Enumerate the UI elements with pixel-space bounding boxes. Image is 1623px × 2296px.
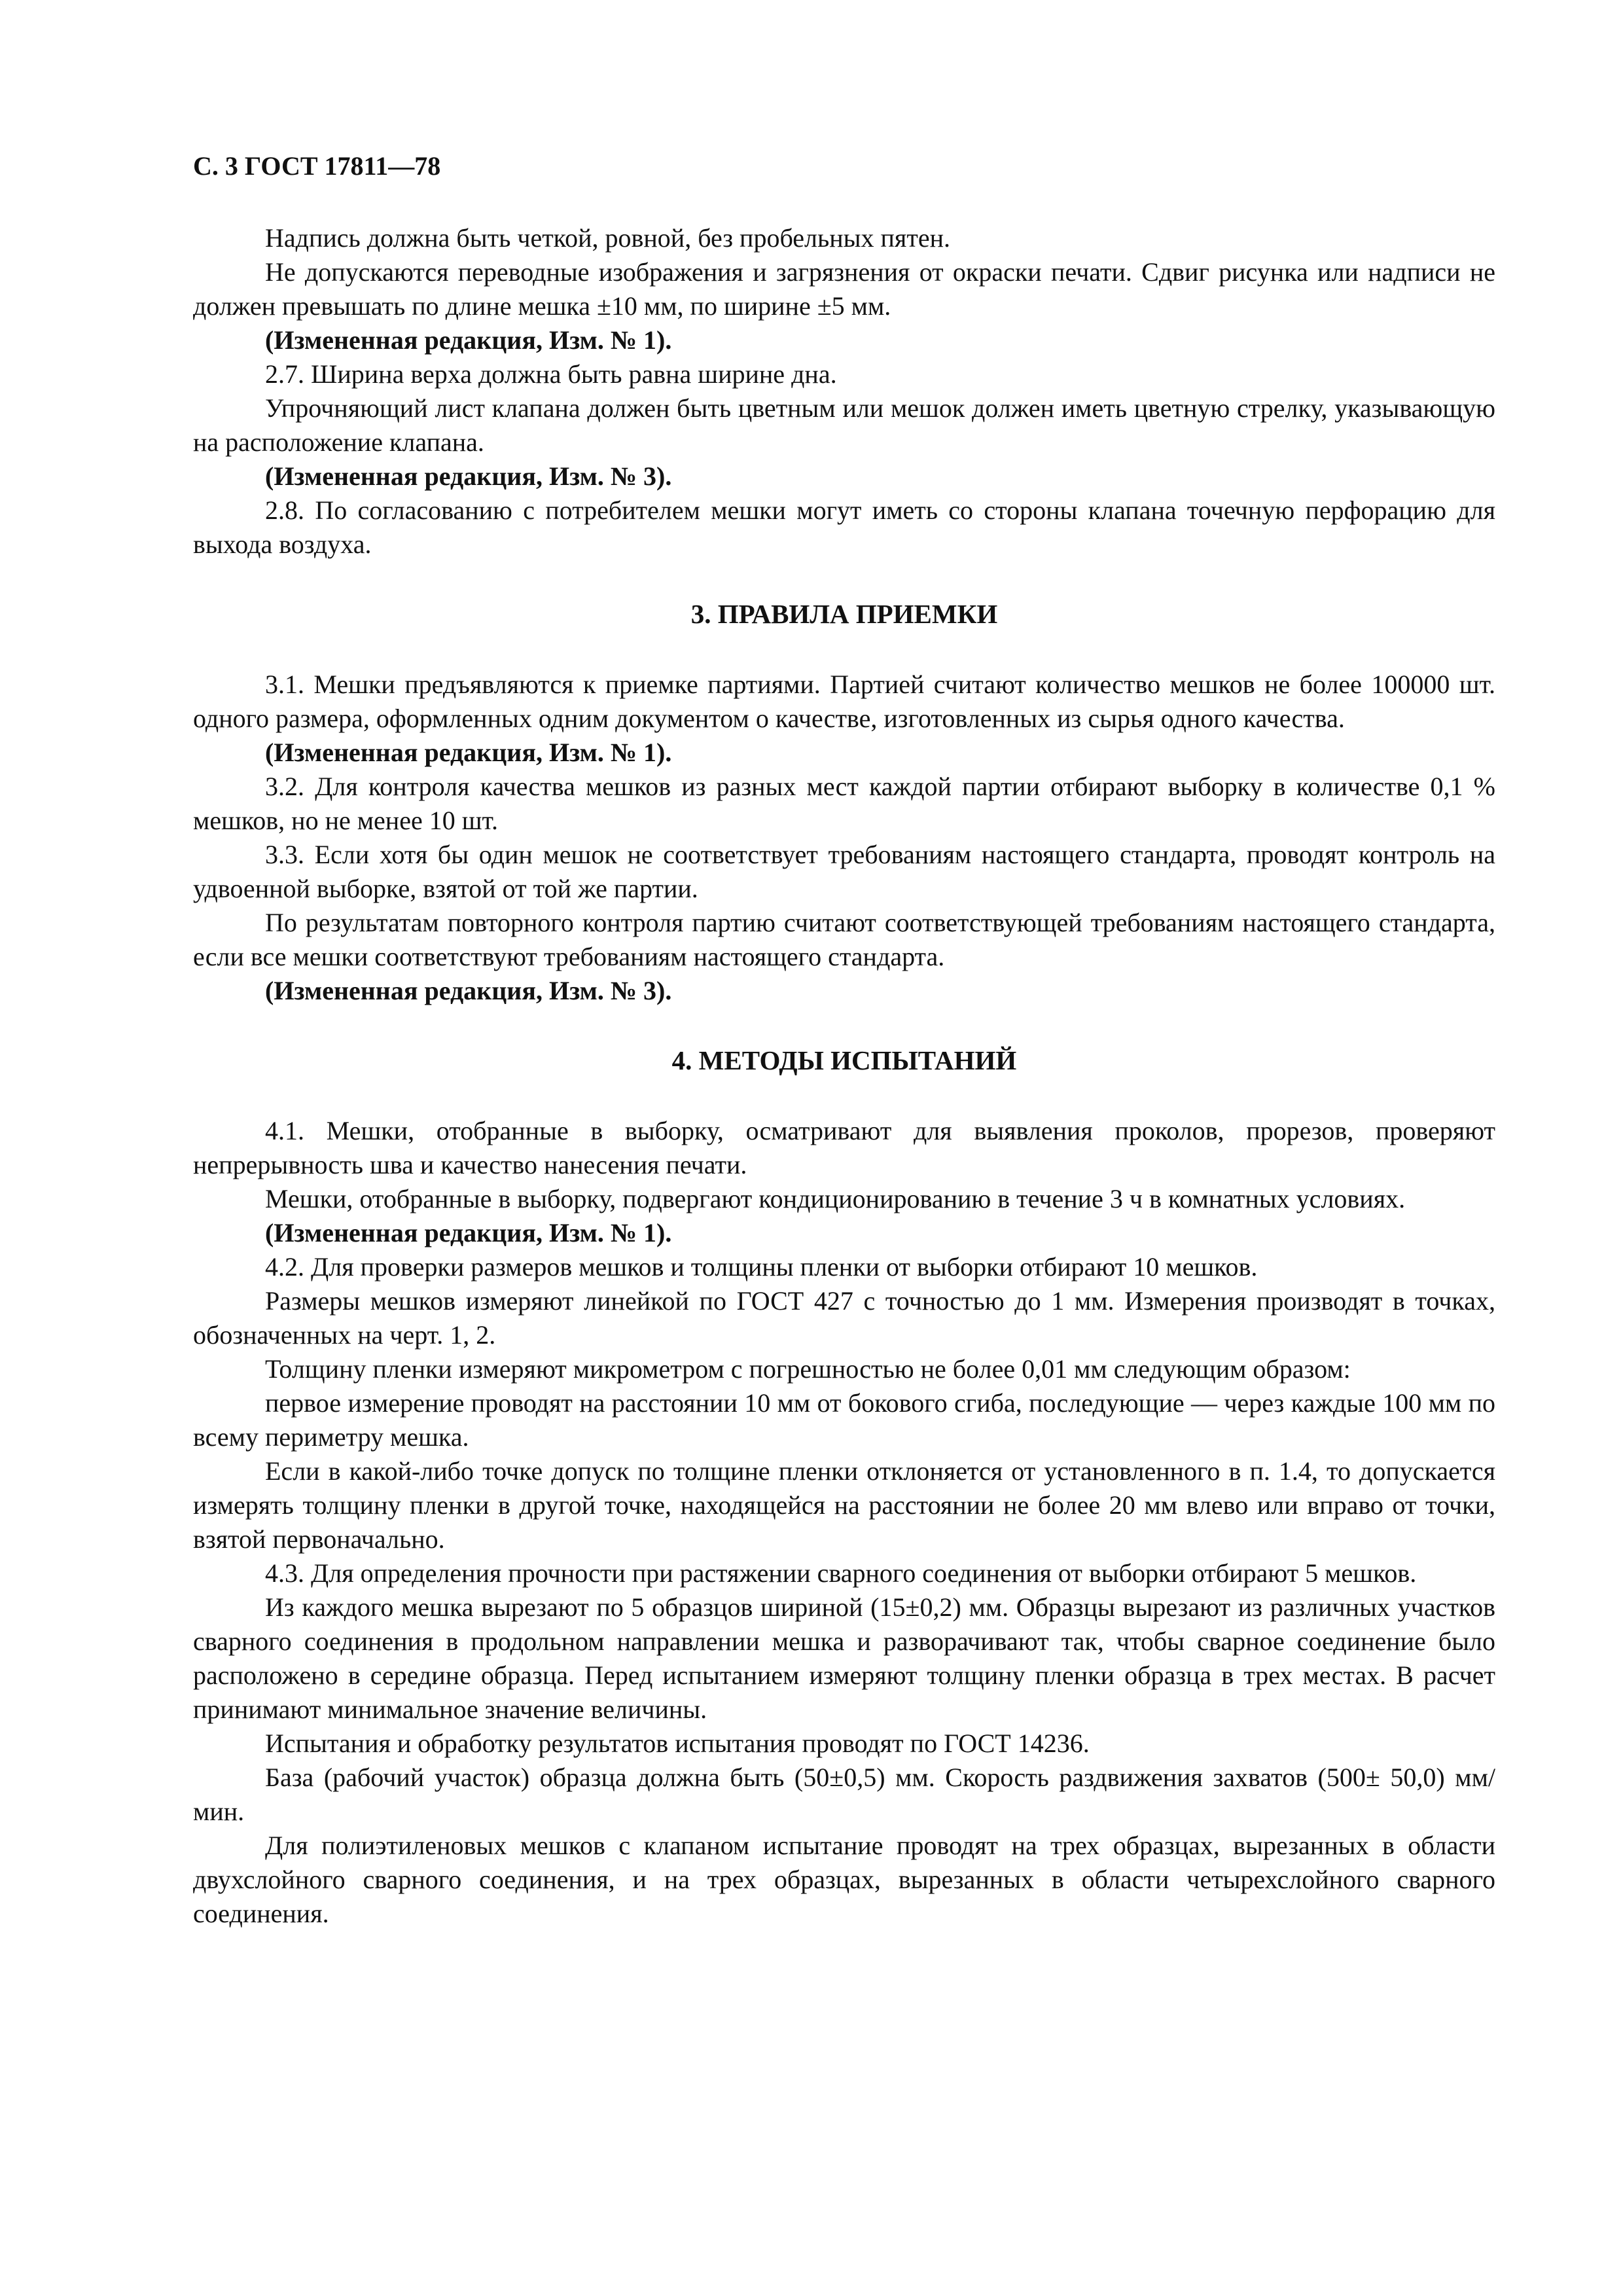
section-heading: 4. МЕТОДЫ ИСПЫТАНИЙ	[671, 1045, 1017, 1075]
section-heading: 3. ПРАВИЛА ПРИЕМКИ	[690, 599, 998, 629]
paragraph: Из каждого мешка вырезают по 5 образцов шириной (15±0,2) мм. Образцы вырезают из различных участков сварного соединения в продольном направлении мешка и разворачивают так, чтобы сварное соединение было расположено в середине образца. Перед испытанием измеряют толщину пленки образца в трех местах. В расчет принимают минимальное значение величины.	[193, 1592, 1495, 1724]
paragraph: 4.2. Для проверки размеров мешков и толщины пленки от выборки отбирают 10 мешков.	[265, 1252, 1258, 1282]
amendment-note: (Измененная редакция, Изм. № 1).	[265, 738, 672, 767]
paragraph: Если в какой-либо точке допуск по толщине пленки отклоняется от установленного в п. 1.4, то допускается измерять толщину пленки в другой точке, находящейся на расстоянии не более 20 мм влево или вправо от точки, взятой первоначально.	[193, 1456, 1495, 1554]
paragraph: Толщину пленки измеряют микрометром с погрешностью не более 0,01 мм следующим образом:	[265, 1354, 1351, 1384]
paragraph: 2.8. По согласованию с потребителем мешки могут иметь со стороны клапана точечную перфорацию для выхода воздуха.	[193, 495, 1495, 559]
paragraph: первое измерение проводят на расстоянии 10 мм от бокового сгиба, последующие — через каждые 100 мм по всему периметру мешка.	[193, 1388, 1495, 1452]
amendment-note: (Измененная редакция, Изм. № 1).	[265, 1218, 672, 1247]
paragraph: Упрочняющий лист клапана должен быть цветным или мешок должен иметь цветную стрелку, указывающую на расположение клапана.	[193, 393, 1495, 457]
paragraph: По результатам повторного контроля партию считают соответствующей требованиям настоящего стандарта, если все мешки соответствуют требованиям настоящего стандарта.	[193, 908, 1495, 971]
paragraph: Испытания и обработку результатов испытания проводят по ГОСТ 14236.	[265, 1729, 1090, 1758]
paragraph: 3.3. Если хотя бы один мешок не соответствует требованиям настоящего стандарта, проводят контроль на удвоенной выборке, взятой от той же партии.	[193, 840, 1495, 903]
paragraph: Размеры мешков измеряют линейкой по ГОСТ 427 с точностью до 1 мм. Измерения производят в точках, обозначенных на черт. 1, 2.	[193, 1286, 1495, 1350]
paragraph: Надпись должна быть четкой, ровной, без пробельных пятен.	[265, 223, 950, 253]
paragraph: 2.7. Ширина верха должна быть равна ширине дна.	[265, 359, 837, 389]
paragraph: 3.1. Мешки предъявляются к приемке партиями. Партией считают количество мешков не более 100000 шт. одного размера, оформленных одним документом о качестве, изготовленных из сырья одного качества.	[193, 670, 1495, 733]
paragraph: 3.2. Для контроля качества мешков из разных мест каждой партии отбирают выборку в количестве 0,1 % мешков, но не менее 10 шт.	[193, 772, 1495, 835]
document-page	[193, 149, 1495, 1931]
paragraph: Для полиэтиленовых мешков с клапаном испытание проводят на трех образцах, вырезанных в области двухслойного сварного соединения, и на трех образцах, вырезанных в области четырехслойного сварного соединения.	[193, 1831, 1495, 1928]
document-body	[193, 221, 1495, 1931]
paragraph: 4.1. Мешки, отобранные в выборку, осматривают для выявления проколов, прорезов, проверяют непрерывность шва и качество нанесения печати.	[193, 1116, 1495, 1179]
paragraph: Мешки, отобранные в выборку, подвергают кондиционированию в течение 3 ч в комнатных условиях.	[265, 1184, 1406, 1213]
amendment-note: (Измененная редакция, Изм. № 3).	[265, 461, 672, 491]
page-header: С. 3 ГОСТ 17811—78	[193, 151, 441, 181]
paragraph: 4.3. Для определения прочности при растяжении сварного соединения от выборки отбирают 5 мешков.	[265, 1558, 1417, 1588]
paragraph: Не допускаются переводные изображения и загрязнения от окраски печати. Сдвиг рисунка или надписи не должен превышать по длине мешка ±10 мм, по ширине ±5 мм.	[193, 257, 1495, 321]
paragraph: База (рабочий участок) образца должна быть (50±0,5) мм. Скорость раздвижения захватов (500± 50,0) мм/мин.	[193, 1763, 1495, 1826]
amendment-note: (Измененная редакция, Изм. № 3).	[265, 976, 672, 1005]
amendment-note: (Измененная редакция, Изм. № 1).	[265, 325, 672, 355]
